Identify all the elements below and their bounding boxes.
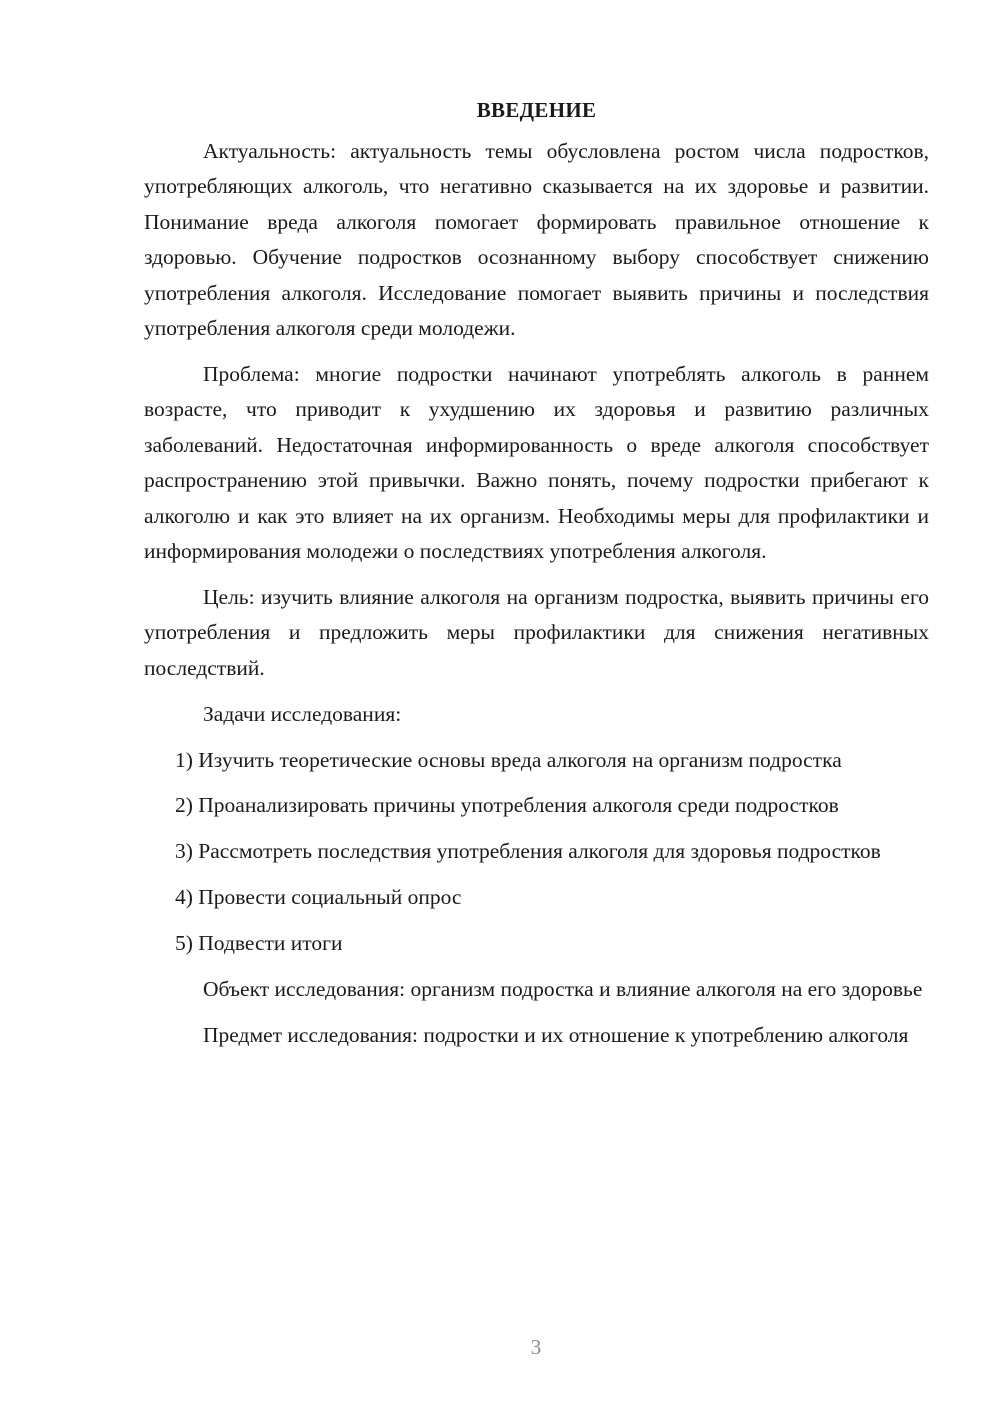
tasks-heading: Задачи исследования: bbox=[203, 701, 402, 726]
goal-paragraph: Цель: изучить влияние алкоголя на организм подростка, выявить причины его употребления и предложить меры профилактики для снижения негативных последствий. bbox=[144, 584, 929, 680]
task-item-4: 4) Провести социальный опрос bbox=[175, 885, 462, 910]
task-item-3: 3) Рассмотреть последствия употребления алкоголя для здоровья подростков bbox=[175, 839, 881, 864]
problem-paragraph: Проблема: многие подростки начинают употреблять алкоголь в раннем возрасте, что приводит к ухудшению их здоровья и развитию различных заболеваний. Недостаточная информированность о вреде алкоголя способствует распространению этой привычки. Важно понять, почему подростки прибегают к алкоголю и как это влияет на их организм. Необходимы меры для профилактики и информирования молодежи о последствиях употребления алкоголя. bbox=[144, 361, 929, 563]
task-item-5: 5) Подвести итоги bbox=[175, 931, 343, 956]
page-content bbox=[144, 92, 929, 1053]
task-item-1: 1) Изучить теоретические основы вреда алкоголя на организм подростка bbox=[175, 747, 842, 772]
object-paragraph: Объект исследования: организм подростка и влияние алкоголя на его здоровье bbox=[203, 977, 923, 1002]
subject-paragraph: Предмет исследования: подростки и их отношение к употреблению алкоголя bbox=[203, 1022, 909, 1047]
task-item-2: 2) Проанализировать причины употребления алкоголя среди подростков bbox=[175, 793, 839, 818]
relevance-paragraph: Актуальность: актуальность темы обусловлена ростом числа подростков, употребляющих алкоголь, что негативно сказывается на их здоровье и развитии. Понимание вреда алкоголя помогает формировать правильное отношение к здоровью. Обучение подростков осознанному выбору способствует снижению употребления алкоголя. Исследование помогает выявить причины и последствия употребления алкоголя среди молодежи. bbox=[144, 139, 929, 341]
page-number: 3 bbox=[530, 1335, 542, 1359]
section-title: ВВЕДЕНИЕ bbox=[476, 98, 597, 122]
